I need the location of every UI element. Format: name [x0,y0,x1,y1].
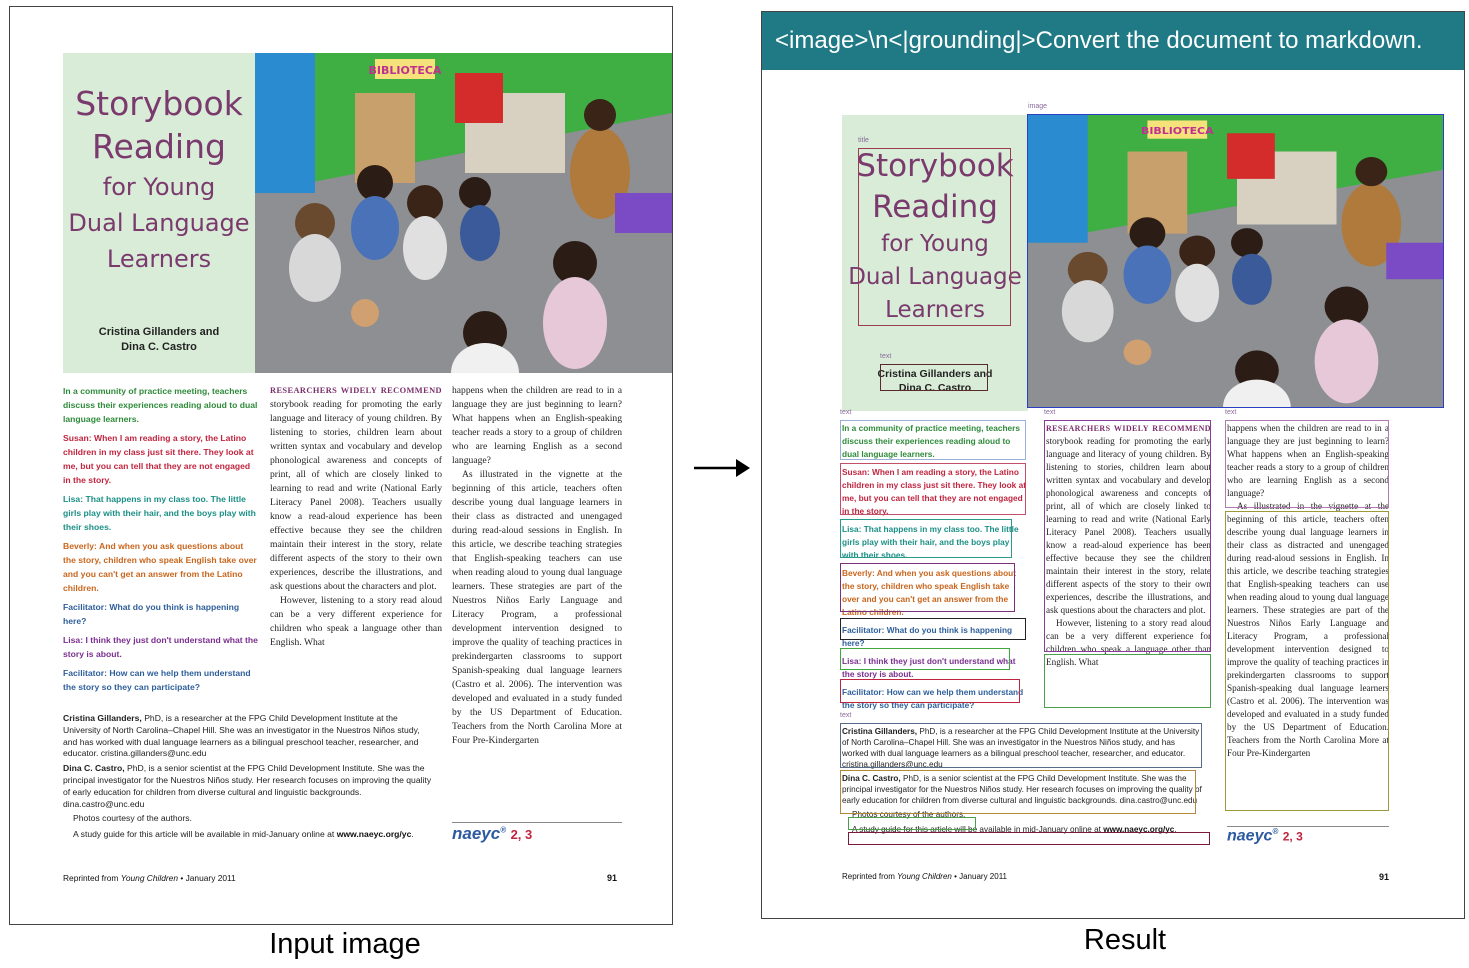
region-box-text [848,817,976,830]
col2-para-1: RESEARCHERS WIDELY RECOMMEND storybook reading for promoting the early language and literacy of young children. By listening to stories, children learn about written syntax and vocabulary and develop phonological awareness and concepts of print, all of which are closely linked to learning to read and write (National Early Literacy Panel 2008). Teachers usually know a read-aloud experience has been effective because they see the children maintain their interest in the story, relate different aspects of the story to their own experiences, describe the illustrations, and ask questions about the characters and plot. [270,386,442,592]
vignette-line: Lisa: That happens in my class too. The little girls play with their hair, and the boys play with their shoes. [842,524,1019,560]
naeyc-badge: naeyc® 2, 3 [452,824,533,843]
col2-para-2: However, listening to a story read aloud can be a very different experience for children who speak a language other than English. What [1046,618,1211,667]
region-label: text [880,353,892,360]
region-label: title [858,137,869,144]
region-box-text [1225,420,1389,508]
region-box-text [840,723,1202,768]
region-box-text [840,618,1026,640]
region-box-text [848,832,1210,845]
prompt-banner: <image>\n<|grounding|>Convert the document to markdown. [762,12,1464,70]
col3-para-2: As illustrated in the vignette at the beginning of this article, teachers often describe young dual language learners in their class as distracted and unengaged during read-aloud sessions in English. In this article, we describe teaching strategies that English-speaking teachers can use when reading aloud to young dual language learners. These strategies are part of the Nuestros Niños Early Language and Literacy Program, a professional development intervention designed to improve the quality of teaching practices in prekindergarten classrooms to support Spanish-speaking dual language learners (Castro et al. 2006). The intervention was developed and evaluated in a study funded by the US Department of Education. Teachers from the North Carolina More at Four Pre-Kindergarten [452,469,622,746]
study-guide-link[interactable]: www.naeyc.org/yc [1103,825,1175,834]
region-box-text [1044,420,1211,652]
photo-credit: Photos courtesy of the authors. [73,813,192,824]
result-page [761,11,1465,919]
page-footer: Reprinted from Young Children • January 2011 [842,872,1007,881]
vignette-line: Susan: When I am reading a story, the Latino children in my class just sit there. They look at me, but you can tell that they are not engaged in the story. [63,433,254,485]
region-box-authors [880,364,988,391]
vignette-intro: In a community of practice meeting, teachers discuss their experiences reading aloud to dual language learners. [63,386,258,424]
vignette-line: Lisa: That happens in my class too. The little girls play with their hair, and the boys play with their shoes. [63,494,256,532]
vignette-line: Lisa: I think they just don't understand what the story is about. [842,656,1016,679]
vignette-line: Facilitator: How can we help them understand the story so they can participate? [63,668,251,692]
vignette-intro: In a community of practice meeting, teachers discuss their experiences reading aloud to dual language learners. [842,423,1020,459]
svg-text:BIBLIOTECA: BIBLIOTECA [1141,125,1214,138]
doc-authors: Cristina Gillanders and Dina C. Castro [98,326,220,353]
vignette-line: Facilitator: What do you think is happening here? [842,625,1013,648]
body-column-3 [452,384,622,748]
region-label: text [840,712,852,719]
input-caption: Input image [269,928,421,960]
bio-gillanders: Cristina Gillanders, PhD, is a researcher at the FPG Child Development Institute at the University of North Carolina–Chapel Hill. She was an investigator in the Nuestros Niños study, and has worked with dual language learners as a bilingual preschool teacher, researcher, and educator. cristina.gillanders@unc.edu [842,727,1200,769]
naeyc-badge: naeyc® 2, 3 [1227,827,1303,845]
section-heading: RESEARCHERS WIDELY RECOMMEND [270,386,442,395]
region-box-text [840,679,1020,703]
region-box-image [1027,114,1444,408]
title-panel [63,53,255,373]
vignette-line: Beverly: And when you ask questions about the story, children who speak English take over and you can't get an answer from the Latino children. [842,568,1016,617]
region-box-text [1044,654,1211,708]
col2-para-1: RESEARCHERS WIDELY RECOMMEND storybook reading for promoting the early language and literacy of young children. By listening to stories, children learn about written syntax and vocabulary and develop phonological awareness and concepts of print, all of which are closely linked to learning to read and write (National Early Literacy Panel 2008). Teachers usually know a read-aloud experience has been effective because they see the children maintain their interest in the story, relate different aspects of the story to their own experiences, describe the illustrations, and ask questions about the characters and plot. [1046,424,1211,615]
vignette-line: Susan: When I am reading a story, the Latino children in my class just sit there. They look at me, but you can tell that they are not engaged in the story. [842,467,1026,516]
section-heading: RESEARCHERS WIDELY RECOMMEND [1046,424,1211,433]
region-label: text [1044,409,1056,416]
vignette-line: Beverly: And when you ask questions about the story, children who speak English take over and you can't get an answer from the Latino children. [63,541,257,593]
region-label: image [1028,103,1048,110]
page-number: 91 [607,873,618,883]
bio-castro: Dina C. Castro, PhD, is a senior scientist at the FPG Child Development Institute. She was the principal investigator for the Nuestros Niños study. Her research focuses on improving the quality of early education for children from diverse cultural and linguistic backgrounds. dina.castro@unc.edu [842,774,1202,805]
region-label: text [1225,409,1237,416]
region-box-title [858,148,1011,326]
region-box-text [840,420,1026,460]
region-box-text [840,519,1012,558]
vignette-line: Lisa: I think they just don't understand what the story is about. [63,635,258,659]
svg-text:BIBLIOTECA: BIBLIOTECA [368,64,442,77]
result-caption: Result [1083,924,1167,956]
study-guide-note: A study guide for this article will be available in mid-January online at www.naeyc.org/yc. [73,829,414,840]
body-column-2 [270,384,442,650]
bio-castro: Dina C. Castro, PhD, is a senior scientist at the FPG Child Development Institute. She was the principal investigator for the Nuestros Niños study. Her research focuses on improving the quality of early education for children from diverse cultural and linguistic backgrounds. dina.castro@unc.edu [63,763,432,809]
photo-credit: Photos courtesy of the authors. [852,810,966,819]
naeyc-standards: 2, 3 [510,827,533,842]
bio-gillanders: Cristina Gillanders, PhD, is a researcher at the FPG Child Development Institute at the University of North Carolina–Chapel Hill. She was an investigator in the Nuestros Niños study, and has worked with dual language learners as a bilingual preschool teacher, researcher, and educator. cristina.gillanders@unc.edu [63,713,420,759]
input-page [9,6,673,925]
classroom-illustration [255,53,672,373]
page-number: 91 [1379,872,1390,882]
doc-title: Storybook Reading for Young Dual Language Learners [68,84,250,273]
doc-authors: Cristina Gillanders and Dina C. Castro [877,368,993,394]
region-box-text [1225,511,1389,811]
region-box-text [840,770,1196,814]
vignette-line: Facilitator: What do you think is happening here? [63,602,240,626]
vignette-sidebar [63,384,258,694]
naeyc-logo: naeyc [452,824,501,843]
col3-para-1: happens when the children are read to in a language they are just beginning to learn? What happens when an English-speaking teacher reads a story to a group of children who are learning English as a second language? [1227,423,1389,498]
col3-para-2: As illustrated in the vignette at the beginning of this article, teachers often describe young dual language learners in their class as distracted and unengaged during read-aloud sessions in English. In this article, we describe teaching strategies that English-speaking teachers can use when reading aloud to young dual language learners. These strategies are part of the Nuestros Niños Early Language and Literacy Program, a professional development intervention designed to improve the quality of teaching practices in prekindergarten classrooms to support Spanish-speaking dual language learners (Castro et al. 2006). The intervention was developed and evaluated in a study funded by the US Department of Education. Teachers from the North Carolina More at Four Pre-Kindergarten [1227,501,1389,758]
region-box-text [840,648,1010,670]
naeyc-standards: 2, 3 [1282,829,1303,844]
vignette-line: Facilitator: How can we help them understand the story so they can participate? [842,687,1024,710]
col2-para-2: However, listening to a story read aloud can be a very different experience for children who speak a language other than English. What [270,595,442,648]
region-box-text [840,563,1015,612]
page-footer: Reprinted from Young Children • January 2011 [63,873,236,883]
study-guide-note: A study guide for this article will be available in mid-January online at www.naeyc.org/yc. [852,825,1177,834]
arrow-icon [690,455,754,481]
classroom-photo [255,53,672,373]
study-guide-link[interactable]: www.naeyc.org/yc [336,829,412,840]
region-label: text [840,409,852,416]
col3-para-1: happens when the children are read to in a language they are just beginning to learn? What happens when an English-speaking teacher reads a story to a group of children who are learning English as a second language? [452,385,622,466]
region-box-text [840,463,1026,515]
divider [452,822,622,823]
naeyc-logo: naeyc [1227,827,1273,845]
doc-title: Storybook Reading for Young Dual Language Learners [848,148,1022,323]
author-bios [63,713,433,841]
